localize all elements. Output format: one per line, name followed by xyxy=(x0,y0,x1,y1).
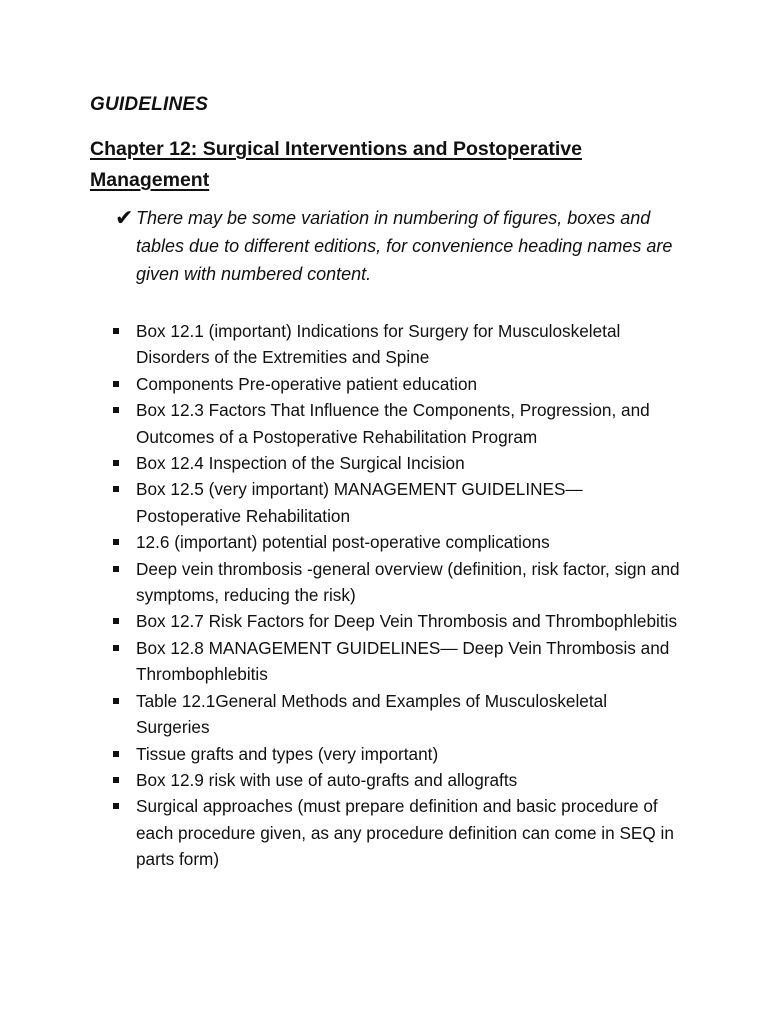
square-bullet-icon xyxy=(113,460,119,466)
list-item xyxy=(113,767,681,793)
square-bullet-icon xyxy=(113,645,119,651)
list-item xyxy=(113,608,681,634)
list-item xyxy=(113,397,681,450)
list-item xyxy=(113,741,681,767)
check-mark-icon: ✔ xyxy=(115,205,134,230)
square-bullet-icon xyxy=(113,618,119,624)
list-item xyxy=(113,529,681,555)
square-bullet-icon xyxy=(113,698,119,704)
square-bullet-icon xyxy=(113,777,119,783)
list-item-text: Components Pre-operative patient education xyxy=(136,373,478,394)
list-item-text: Tissue grafts and types (very important) xyxy=(136,743,439,764)
square-bullet-icon xyxy=(113,407,119,413)
square-bullet-icon xyxy=(113,539,119,545)
list-item-text: Box 12.7 Risk Factors for Deep Vein Thrombosis and Thrombophlebitis xyxy=(136,611,678,632)
list-item-text: Box 12.9 risk with use of auto-grafts and allografts xyxy=(136,769,518,790)
list-item xyxy=(113,635,681,688)
list-item xyxy=(113,556,681,609)
list-item-text: Box 12.3 Factors That Influence the Components, Progression, and Outcomes of a Postoperative Rehabilitation Program xyxy=(136,400,650,447)
square-bullet-icon xyxy=(113,486,119,492)
list-item-text: Deep vein thrombosis -general overview (definition, risk factor, sign and symptoms, reducing the risk) xyxy=(136,558,680,606)
square-bullet-icon xyxy=(113,328,119,334)
chapter-title: Chapter 12: Surgical Interventions and Postoperative Management xyxy=(90,138,582,191)
list-item xyxy=(113,476,681,529)
list-item-text: Table 12.1General Methods and Examples of Musculoskeletal Surgeries xyxy=(136,690,608,738)
list-item xyxy=(113,688,681,741)
guidelines-heading: GUIDELINES xyxy=(90,94,209,115)
topic-list xyxy=(113,318,693,873)
list-item xyxy=(113,793,681,872)
list-item-text: Box 12.8 MANAGEMENT GUIDELINES— Deep Vein Thrombosis and Thrombophlebitis xyxy=(136,637,670,685)
list-item-text: Box 12.1 (important) Indications for Surgery for Musculoskeletal Disorders of the Extremities and Spine xyxy=(136,321,621,368)
list-item xyxy=(113,450,681,476)
square-bullet-icon xyxy=(113,381,119,387)
list-item-text: 12.6 (important) potential post-operative complications xyxy=(136,532,550,553)
square-bullet-icon xyxy=(113,566,119,572)
list-item-text: Surgical approaches (must prepare definition and basic procedure of each procedure given, as any procedure definition can come in SEQ in parts form) xyxy=(136,796,674,870)
list-item xyxy=(113,371,681,397)
square-bullet-icon xyxy=(113,803,119,809)
square-bullet-icon xyxy=(113,751,119,757)
list-item xyxy=(113,318,681,371)
list-item-text: Box 12.5 (very important) MANAGEMENT GUIDELINES— Postoperative Rehabilitation xyxy=(136,479,583,526)
list-item-text: Box 12.4 Inspection of the Surgical Incision xyxy=(136,453,465,474)
edition-note-text: There may be some variation in numbering of figures, boxes and tables due to different editions, for convenience heading names are given with numbered content. xyxy=(136,208,673,284)
